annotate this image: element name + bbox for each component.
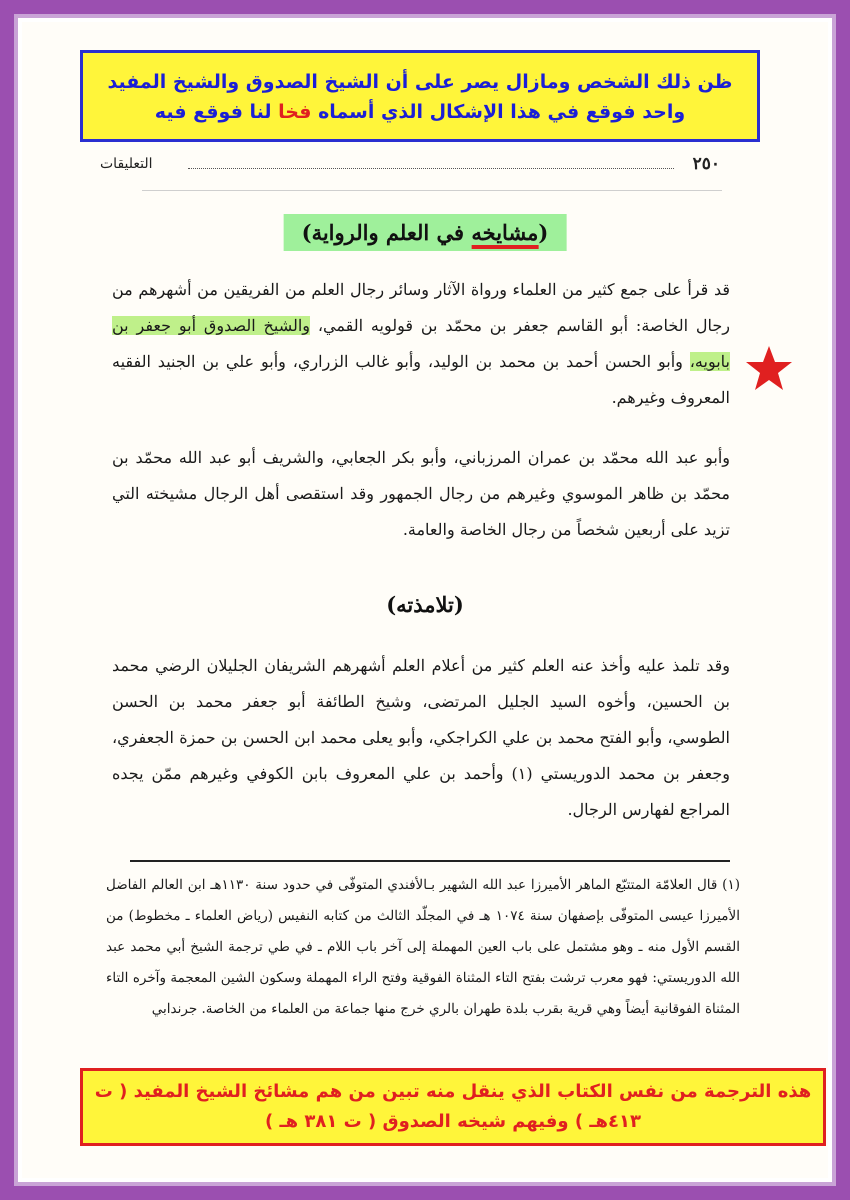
- star-icon: [744, 344, 794, 394]
- bottom-note-text: هذه الترجمة من نفس الكتاب الذي ينقل منه تبين من هم مشائخ الشيخ المفيد ( ت ٤١٣هـ ) وفيهم شيخه الصدوق ( ت ٣٨١ هـ ): [94, 1081, 812, 1132]
- section-title-close: ): [301, 220, 312, 245]
- document-page: [22, 22, 828, 1178]
- footnote-rule: [130, 860, 730, 862]
- top-note-text: ظن ذلك الشخص ومازال يصر على أن الشيخ الصدوق والشيخ المفيد واحد فوقع في هذا الإشكال الذي أسماه: [107, 71, 733, 123]
- paragraph1-rest: وأبو الحسن أحمد بن محمد بن الوليد، وأبو غالب الزراري، وأبو علي بن الجنيد الفقيه المعروف وغيرهم.: [112, 352, 730, 407]
- footnote: [106, 870, 740, 1025]
- paragraph1-line1: قد قرأ على جمع كثير من العلماء ورواة الآثار وسائر رجال العلم من الفريقين من: [197, 280, 730, 299]
- running-head-title: التعليقات: [100, 156, 153, 172]
- section-title-students: (تلامذته): [386, 592, 464, 617]
- paragraph-students: [112, 648, 730, 828]
- paragraph-teachers: [112, 272, 730, 416]
- top-annotation-box: [80, 50, 760, 142]
- paragraph3-text: وقد تلمذ عليه وأخذ عنه العلم كثير من أعلام العلم أشهرهم الشريفان الجليلان الرضي محمد بن الحسين، وأخوه السيد الجليل المرتضى، وشيخ الطائفة أبو جعفر محمد بن الحسن الطوسي، وأبو الفتح محمد بن علي الكراجكي، وأبو يعلى محمد ابن الحسن بن حمزة الجعفري، وجعفر بن محمد الدوريستي (١) وأحمد بن علي المعروف بابن الكوفي وغيرهم ممّن يجده المراجع لفهارس الرجال.: [112, 656, 730, 819]
- section-title-open: (: [538, 220, 549, 245]
- running-head: [100, 152, 720, 182]
- page-number: ٢٥٠: [692, 154, 720, 174]
- paragraph-teachers-cont: [112, 440, 730, 548]
- top-note-highlight: فخا: [278, 101, 312, 123]
- section-title-teachers: [284, 214, 567, 251]
- bottom-annotation-box: [80, 1068, 826, 1146]
- dotted-leader: [188, 168, 674, 169]
- paragraph2-text: وأبو عبد الله محمّد بن عمران المرزباني، وأبو بكر الجعابي، والشريف أبو عبد الله محمّد بن محمّد بن ظاهر الموسوي وغيرهم من رجال الجمهور وقد استقصى أهل الرجال مشيخته التي تزيد على أربعين شخصاً من رجال الخاصة والعامة.: [112, 448, 730, 539]
- top-note-text-end: لنا فوقع فيه: [154, 101, 279, 123]
- section-title-underlined: مشايخه: [471, 220, 538, 249]
- paragraph1-line2: أشهرهم من رجال الخاصة: أبو القاسم جعفر بن محمّد بن قولويه القمي،: [112, 280, 730, 335]
- section-title-rest: في العلم والرواية: [311, 220, 472, 245]
- header-rule: [142, 190, 722, 191]
- highlighted-saduq: والشيخ الصدوق أبو جعفر بن بابويه،: [112, 316, 730, 371]
- footnote-text: (١) قال العلامّة المتتبّع الماهر الأميرزا عبد الله الشهير بـالأفندي المتوفّى في حدود سنة ١١٣٠هـ ابن العالم الفاضل الأميرزا عيسى المتوفّى بإصفهان سنة ١٠٧٤ هـ في المجلّد الثالث من كتابه النفيس (رياض العلماء ـ مخطوط) من القسم الأول منه ـ وهو مشتمل على باب العين المهملة إلى آخر باب اللام ـ في طي ترجمة الشيخ أبي محمد عبد الله الدوريستي: فهو معرب ترشت بفتح التاء المثناة الفوقية وفتح الراء المهملة وسكون الشين المعجمة وآخره التاء المثناة الفوقانية أيضاً وهي قرية بقرب بلدة طهران بالري خرج منها جماعة من العلماء من الخاصة. جرندابي: [106, 877, 740, 1017]
